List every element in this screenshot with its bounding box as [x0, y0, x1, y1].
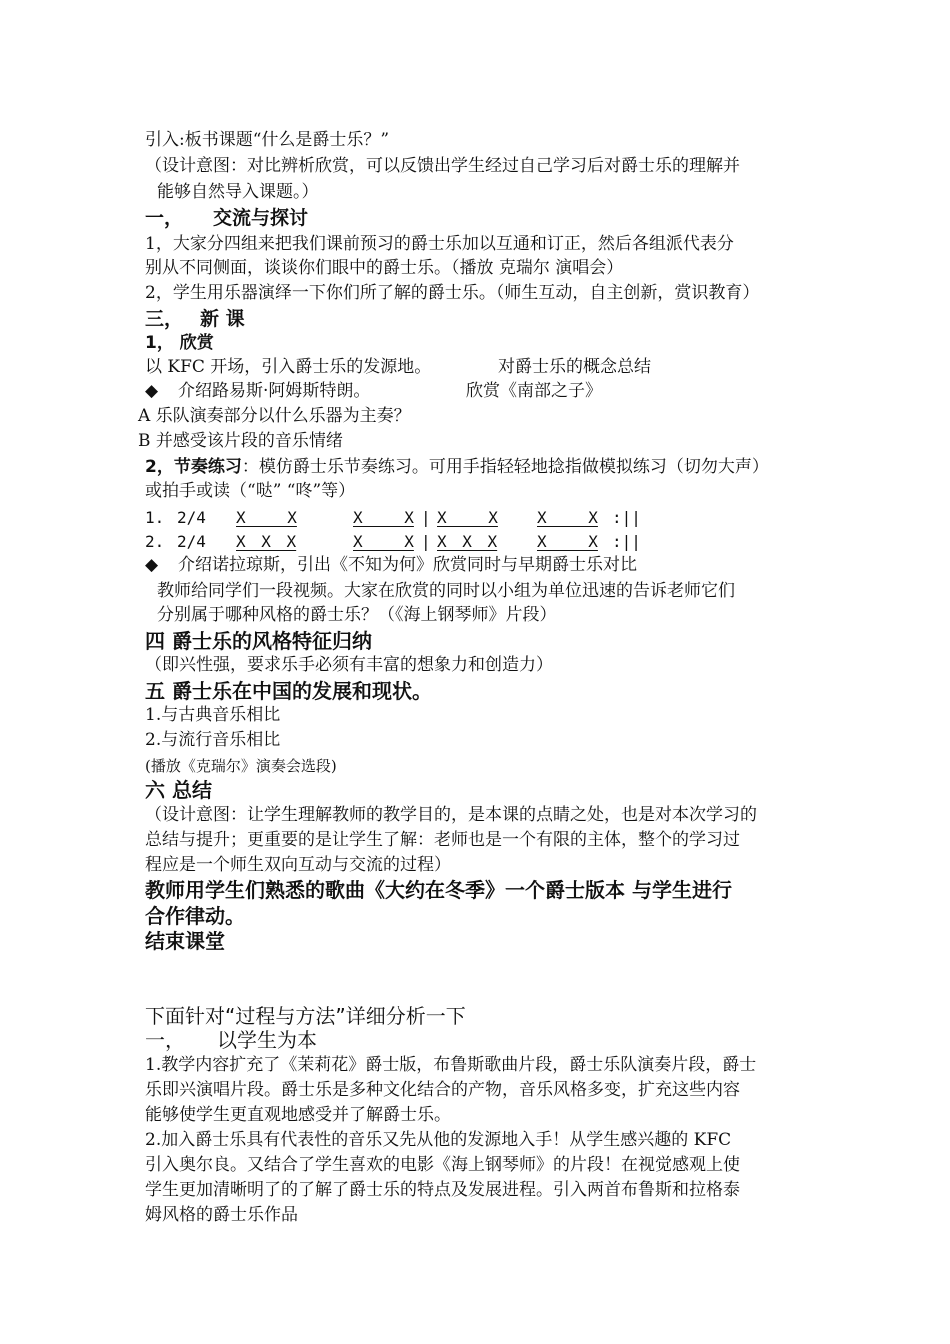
rhythm-line-2: 或拍手或读（“哒” “咚”等）: [145, 481, 356, 501]
analysis-para-2-line-3: 学生更加清晰明了的了解了爵士乐的特点及发展进程。引入两首布鲁斯和拉格泰: [145, 1180, 740, 1200]
design-intent-line-2: 能够自然导入课题。）: [157, 182, 319, 202]
design-intent-2-line-1: （设计意图：让学生理解教师的教学目的，是本课的点睛之处，也是对本次学习的: [145, 805, 757, 825]
section-1-number: 一，: [145, 207, 184, 229]
section-6-title: 六 总结: [145, 778, 212, 802]
rhythm-row-2-group-3: X X X: [437, 532, 498, 551]
subsection-appreciation: 1， 欣赏: [145, 333, 214, 353]
rhythm-label: 2，节奏练习: [145, 457, 242, 477]
analysis-section-1-title: 以学生为本: [217, 1028, 317, 1052]
rhythm-row-2-barline: |: [421, 532, 431, 551]
analysis-para-2-line-1: 2.加入爵士乐具有代表性的音乐又先从他的发源地入手！从学生感兴趣的 KFC: [145, 1130, 732, 1150]
rhythm-row-2-group-2: X X: [353, 532, 414, 551]
rhythm-row-2-group-1: X X X: [236, 532, 297, 551]
rhythm-row-1-group-4: X X: [537, 508, 598, 527]
analysis-para-2-line-2: 引入奥尔良。又结合了学生喜欢的电影《海上钢琴师》的片段！在视觉感观上使: [145, 1155, 740, 1175]
section-5-item-1: 1.与古典音乐相比: [145, 705, 281, 725]
section-5-title: 五 爵士乐在中国的发展和现状。: [145, 679, 432, 703]
rhythm-row-2-group-4: X X: [537, 532, 598, 551]
rhythm-text: ：模仿爵士乐节奏练习。可用手指轻轻地捻指做模拟练习（切勿大声）: [241, 457, 769, 477]
question-a: A 乐队演奏部分以什么乐器为主奏？: [138, 406, 411, 426]
closing-line-3: 结束课堂: [145, 929, 225, 953]
rhythm-row-1-group-1: X X: [236, 508, 297, 527]
analysis-section-1-number: 一，: [145, 1028, 185, 1052]
analysis-para-1-line-1: 1.教学内容扩充了《茉莉花》爵士版，布鲁斯歌曲片段，爵士乐队演奏片段，爵士: [145, 1055, 757, 1075]
video-line-1: 教师给同学们一段视频。大家在欣赏的同时以小组为单位迅速的告诉老师它们: [157, 581, 735, 601]
section-4-title: 四 爵士乐的风格特征归纳: [145, 629, 372, 653]
rhythm-row-1-group-3: X X: [437, 508, 498, 527]
rhythm-row-1-meter: 2/4: [177, 508, 206, 527]
louis-line: 介绍路易斯·阿姆斯特朗。: [178, 381, 371, 401]
rhythm-row-1-number: 1.: [145, 508, 165, 527]
question-b: B 并感受该片段的音乐情绪: [138, 431, 343, 451]
analysis-para-1-line-3: 能够使学生更直观地感受并了解爵士乐。: [145, 1105, 451, 1125]
section-5-note: (播放《克瑞尔》演奏会选段): [145, 757, 337, 775]
section-1-title: 交流与探讨: [213, 207, 309, 229]
closing-line-2: 合作律动。: [145, 904, 245, 928]
bullet-icon-2: ◆: [145, 555, 159, 575]
bullet-icon: ◆: [145, 381, 159, 401]
section-5-item-2: 2.与流行音乐相比: [145, 730, 281, 750]
intro-line: 引入:板书课题“什么是爵士乐？”: [145, 130, 390, 150]
rhythm-row-2-number: 2.: [145, 532, 165, 551]
rhythm-row-2-end: :||: [612, 532, 641, 551]
analysis-para-1-line-2: 乐即兴演唱片段。爵士乐是多种文化结合的产物，音乐风格多变，扩充这些内容: [145, 1080, 740, 1100]
kfc-line: 以 KFC 开场，引入爵士乐的发源地。: [145, 357, 432, 377]
analysis-title: 下面针对“过程与方法”详细分析一下: [145, 1004, 466, 1028]
rhythm-row-2-meter: 2/4: [177, 532, 206, 551]
concept-summary: 对爵士乐的概念总结: [498, 357, 651, 377]
design-intent-line-1: （设计意图：对比辨析欣赏，可以反馈出学生经过自己学习后对爵士乐的理解并: [145, 156, 740, 176]
norah-line: 介绍诺拉琼斯，引出《不知为何》欣赏同时与早期爵士乐对比: [178, 555, 637, 575]
south-son-line: 欣赏《南部之子》: [466, 381, 602, 401]
section-1-para-1-line-2: 别从不同侧面，谈谈你们眼中的爵士乐。（播放 克瑞尔 演唱会）: [145, 258, 624, 278]
rhythm-row-1-end: :||: [612, 508, 641, 527]
video-line-2: 分别属于哪种风格的爵士乐？（《海上钢琴师》片段）: [157, 605, 557, 625]
section-4-note: （即兴性强，要求乐手必须有丰富的想象力和创造力）: [145, 655, 553, 675]
rhythm-row-1-group-2: X X: [353, 508, 414, 527]
section-1-para-2: 2，学生用乐器演绎一下你们所了解的爵士乐。（师生互动，自主创新，赏识教育）: [145, 283, 760, 303]
closing-line-1: 教师用学生们熟悉的歌曲《大约在冬季》一个爵士版本 与学生进行: [145, 878, 732, 902]
design-intent-2-line-3: 程应是一个师生双向互动与交流的过程）: [145, 855, 451, 875]
design-intent-2-line-2: 总结与提升；更重要的是让学生了解：老师也是一个有限的主体，整个的学习过: [145, 830, 740, 850]
section-1-para-1-line-1: 1，大家分四组来把我们课前预习的爵士乐加以互通和订正，然后各组派代表分: [145, 234, 734, 254]
section-3-title: 新 课: [200, 308, 245, 330]
section-3-number: 三，: [145, 308, 184, 330]
rhythm-row-1-barline: |: [421, 508, 431, 527]
analysis-para-2-line-4: 姆风格的爵士乐作品: [145, 1205, 298, 1225]
